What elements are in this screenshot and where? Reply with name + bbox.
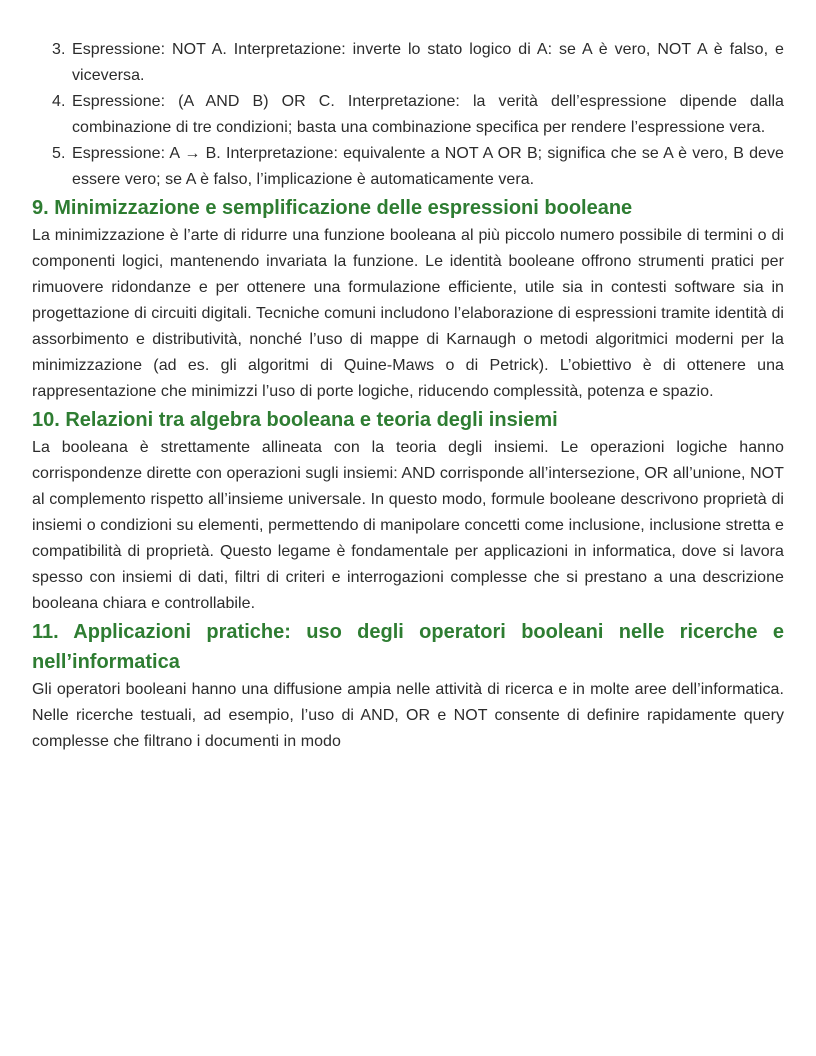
list-item-text: Espressione: A → B. Interpretazione: equivalente a NOT A OR B; significa che se A è vero, B deve essere vero; se A è falso, l’implicazione è automaticamente vera. [72, 145, 784, 188]
list-item [32, 141, 784, 193]
list-item-text: Espressione: (A AND B) OR C. Interpretazione: la verità dell’espressione dipende dalla combinazione di tre condizioni; basta una combinazione specifica per rendere l’espressione vera. [72, 93, 784, 136]
section-heading: 9. Minimizzazione e semplificazione delle espressioni booleane [32, 197, 633, 219]
section-paragraph: Gli operatori booleani hanno una diffusione ampia nelle attività di ricerca e in molte aree dell’informatica. Nelle ricerche testuali, ad esempio, l’uso di AND, OR e NOT consente di definire rapidamente query complesse che filtrano i documenti in modo [32, 681, 784, 750]
section-heading: 10. Relazioni tra algebra booleana e teoria degli insiemi [32, 409, 558, 431]
list-item-text: Espressione: NOT A. Interpretazione: inverte lo stato logico di A: se A è vero, NOT A è falso, e viceversa. [72, 41, 784, 84]
section-heading: 11. Applicazioni pratiche: uso degli operatori booleani nelle ricerche e nell’informatica [32, 621, 784, 673]
numbered-list [32, 37, 784, 193]
section-paragraph: La booleana è strettamente allineata con la teoria degli insiemi. Le operazioni logiche hanno corrispondenze dirette con operazioni sugli insiemi: AND corrisponde all’intersezione, OR all’unione, NOT al complemento rispetto all’insieme universale. In questo modo, formule booleane descrivono proprietà di insiemi o condizioni su elementi, permettendo di manipolare concetti come inclusione, inclusione stretta e compatibilità di proprietà. Questo legame è fondamentale per applicazioni in informatica, dove si lavora spesso con insiemi di dati, filtri di criteri e interrogazioni complesse che si prestano a una descrizione booleana chiara e controllabile. [32, 439, 784, 612]
section-paragraph: La minimizzazione è l’arte di ridurre una funzione booleana al più piccolo numero possibile di termini o di componenti logici, mantenendo invariata la funzione. Le identità booleane offrono strumenti pratici per rimuovere ridondanze e per ottenere una formulazione efficiente, utile sia in contesti software sia in progettazione di circuiti digitali. Tecniche comuni includono l’elaborazione di espressioni tramite identità di assorbimento e distributività, nonché l’uso di mappe di Karnaugh o metodi algoritmici moderni per la minimizzazione (ad es. gli algoritmi di Quine-Maws o di Petrick). L’obiettivo è di ottenere una rappresentazione che minimizzi l’uso di porte logiche, riducendo complessità, potenza e spazio. [32, 227, 784, 400]
list-item-number: 4. [52, 93, 66, 110]
list-item [32, 37, 784, 89]
list-item-number: 5. [52, 145, 66, 162]
list-item [32, 89, 784, 141]
list-item-number: 3. [52, 41, 66, 58]
document-content [32, 37, 784, 755]
